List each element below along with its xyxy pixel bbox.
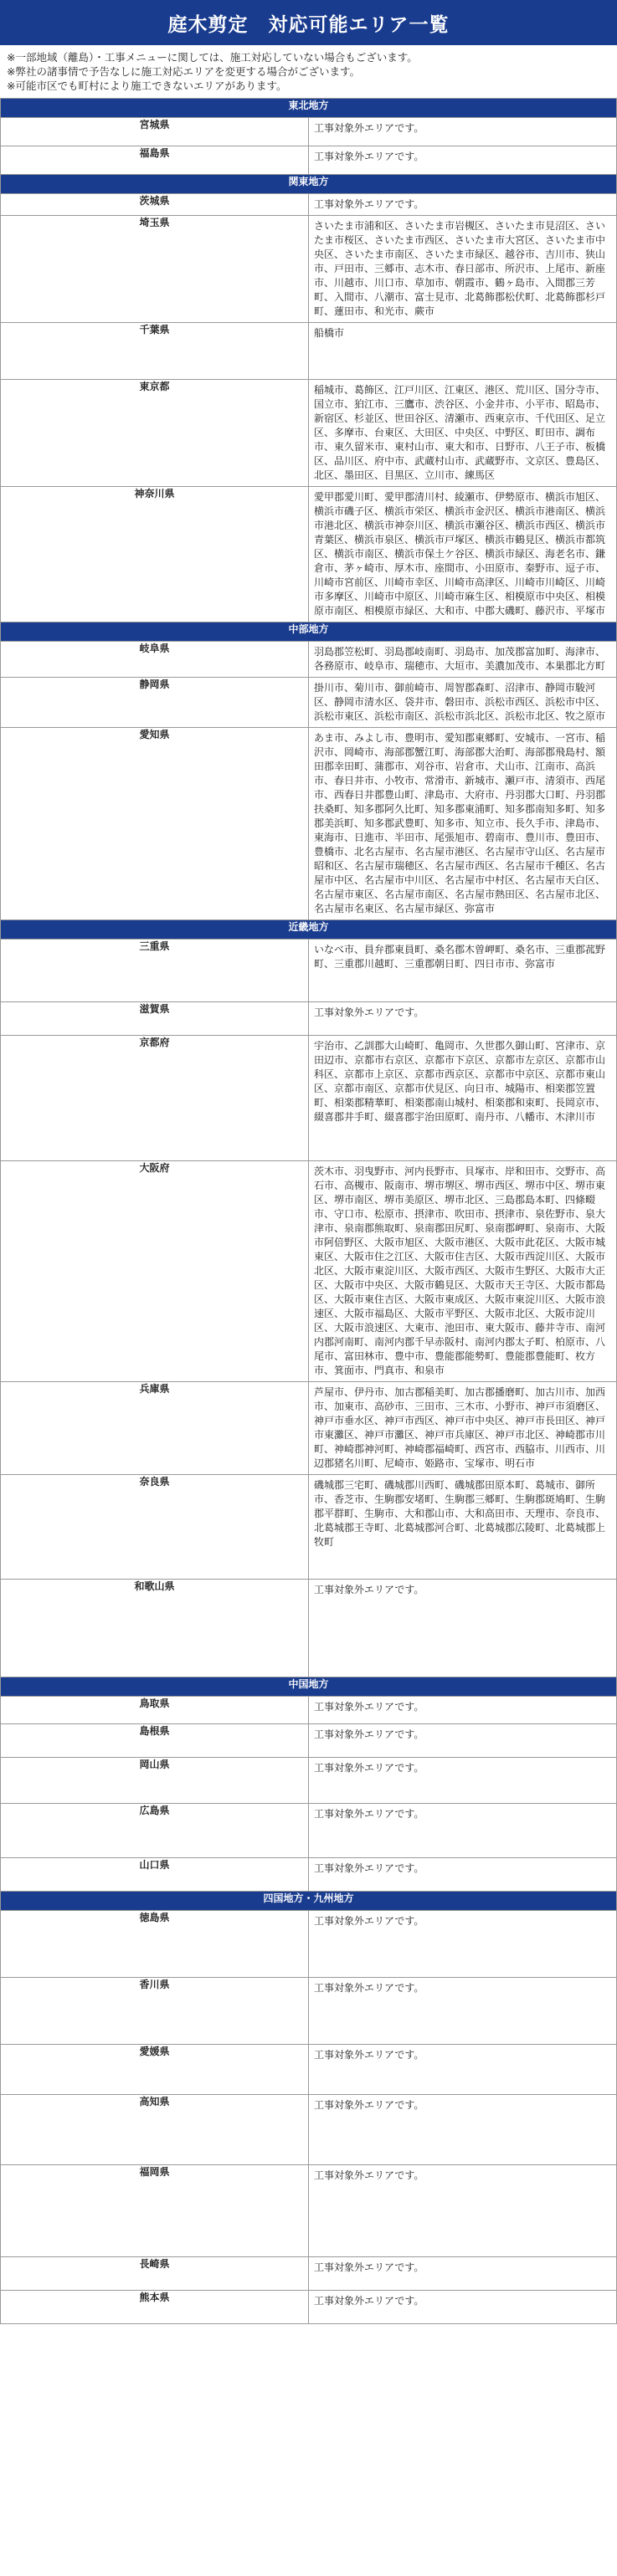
prefecture-name: 神奈川県 <box>1 487 309 622</box>
region-header: 四国地方・九州地方 <box>1 1892 617 1911</box>
prefecture-row <box>1 1724 617 1758</box>
prefecture-name: 東京都 <box>1 380 309 487</box>
prefecture-name: 宮城県 <box>1 118 309 146</box>
prefecture-row <box>1 1475 617 1580</box>
prefecture-cities: 芦屋市、伊丹市、加古郡稲美町、加古郡播磨町、加古川市、加西市、加東市、高砂市、三田市、三木市、小野市、神戸市須磨区、神戸市垂水区、神戸市西区、神戸市中央区、神戸市長田区、神戸市東灘区、神戸市灘区、神戸市兵庫区、神戸市北区、神崎郡市川町、神崎郡神河町、神崎郡福崎町、西宮市、西脇市、川西市、川辺郡猪名川町、尼崎市、姫路市、宝塚市、明石市 <box>309 1382 617 1475</box>
prefecture-row <box>1 323 617 380</box>
prefecture-cities: 工事対象外エリアです。 <box>309 146 617 175</box>
prefecture-row <box>1 2165 617 2257</box>
prefecture-cities: 工事対象外エリアです。 <box>309 2045 617 2095</box>
prefecture-row <box>1 1804 617 1858</box>
region-header: 近畿地方 <box>1 920 617 940</box>
prefecture-cities: 工事対象外エリアです。 <box>309 2095 617 2165</box>
prefecture-name: 岡山県 <box>1 1758 309 1804</box>
prefecture-cities: あま市、みよし市、豊明市、愛知郡東郷町、安城市、一宮市、稲沢市、岡崎市、海部郡蟹江町、海部郡大治町、海部郡飛島村、額田郡幸田町、蒲郡市、刈谷市、岩倉市、犬山市、江南市、高浜市、春日井市、小牧市、常滑市、新城市、瀬戸市、清須市、西尾市、西春日井郡豊山町、津島市、大府市、丹羽郡大口町、丹羽郡扶桑町、知多郡阿久比町、知多郡東浦町、知多郡南知多町、知多郡美浜町、知多郡武豊町、知多市、知立市、長久手市、津島市、東海市、日進市、半田市、尾張旭市、碧南市、豊川市、豊田市、豊橋市、北名古屋市、名古屋市港区、名古屋市守山区、名古屋市昭和区、名古屋市瑞穂区、名古屋市西区、名古屋市千種区、名古屋市中区、名古屋市中川区、名古屋市中村区、名古屋市天白区、名古屋市東区、名古屋市南区、名古屋市熱田区、名古屋市北区、名古屋市名東区、名古屋市緑区、弥富市 <box>309 728 617 920</box>
prefecture-cities: 掛川市、菊川市、御前崎市、周智郡森町、沼津市、静岡市駿河区、静岡市清水区、袋井市、磐田市、浜松市西区、浜松市中区、浜松市東区、浜松市南区、浜松市浜北区、浜松市北区、牧之原市 <box>309 678 617 728</box>
prefecture-name: 奈良県 <box>1 1475 309 1580</box>
prefecture-name: 茨城県 <box>1 194 309 216</box>
prefecture-name: 千葉県 <box>1 323 309 380</box>
prefecture-cities: 宇治市、乙訓郡大山崎町、亀岡市、久世郡久御山町、宮津市、京田辺市、京都市右京区、京都市下京区、京都市左京区、京都市山科区、京都市上京区、京都市西京区、京都市中京区、京都市東山区、京都市南区、京都市伏見区、向日市、城陽市、相楽郡笠置町、相楽郡精華町、相楽郡南山城村、相楽郡和束町、長岡京市、綴喜郡井手町、綴喜郡宇治田原町、南丹市、八幡市、木津川市 <box>309 1036 617 1161</box>
region-header-row <box>1 1677 617 1697</box>
prefecture-name: 静岡県 <box>1 678 309 728</box>
prefecture-row <box>1 2291 617 2324</box>
prefecture-name: 埼玉県 <box>1 216 309 323</box>
prefecture-row <box>1 2095 617 2165</box>
prefecture-cities: さいたま市浦和区、さいたま市岩槻区、さいたま市見沼区、さいたま市桜区、さいたま市西区、さいたま市大宮区、さいたま市中央区、さいたま市南区、さいたま市緑区、越谷市、吉川市、狭山市、戸田市、三郷市、志木市、春日部市、所沢市、上尾市、新座市、川越市、川口市、草加市、朝霞市、鶴ヶ島市、入間郡三芳町、入間市、八潮市、富士見市、北葛飾郡松伏町、北葛飾郡杉戸町、蓮田市、和光市、蕨市 <box>309 216 617 323</box>
prefecture-cities: いなべ市、員弁郡東員町、桑名郡木曽岬町、桑名市、三重郡菰野町、三重郡川越町、三重郡朝日町、四日市市、弥富市 <box>309 940 617 1002</box>
prefecture-row <box>1 1161 617 1382</box>
prefecture-cities: 工事対象外エリアです。 <box>309 2165 617 2257</box>
prefecture-row <box>1 728 617 920</box>
prefecture-row <box>1 1858 617 1892</box>
prefecture-name: 愛知県 <box>1 728 309 920</box>
prefecture-name: 大阪府 <box>1 1161 309 1382</box>
prefecture-name: 愛媛県 <box>1 2045 309 2095</box>
prefecture-cities: 羽島郡笠松町、羽島郡岐南町、羽島市、加茂郡富加町、海津市、各務原市、岐阜市、瑞穂市、大垣市、美濃加茂市、本巣郡北方町 <box>309 642 617 678</box>
prefecture-cities: 愛甲郡愛川町、愛甲郡清川村、綾瀬市、伊勢原市、横浜市旭区、横浜市磯子区、横浜市栄区、横浜市金沢区、横浜市港南区、横浜市港北区、横浜市神奈川区、横浜市瀬谷区、横浜市西区、横浜市青葉区、横浜市泉区、横浜市戸塚区、横浜市鶴見区、横浜市都筑区、横浜市南区、横浜市保土ケ谷区、横浜市緑区、海老名市、鎌倉市、茅ヶ崎市、厚木市、座間市、小田原市、秦野市、逗子市、川崎市宮前区、川崎市幸区、川崎市高津区、川崎市川崎区、川崎市多摩区、川崎市中原区、川崎市麻生区、相模原市中央区、相模原市南区、相模原市緑区、大和市、中郡大磯町、藤沢市、平塚市 <box>309 487 617 622</box>
prefecture-row <box>1 1036 617 1161</box>
prefecture-name: 滋賀県 <box>1 1002 309 1036</box>
prefecture-row <box>1 1911 617 1978</box>
prefecture-row <box>1 146 617 175</box>
prefecture-cities: 船橋市 <box>309 323 617 380</box>
prefecture-cities: 工事対象外エリアです。 <box>309 1758 617 1804</box>
prefecture-name: 福岡県 <box>1 2165 309 2257</box>
prefecture-cities: 工事対象外エリアです。 <box>309 1580 617 1677</box>
prefecture-cities: 工事対象外エリアです。 <box>309 1858 617 1892</box>
prefecture-row <box>1 380 617 487</box>
prefecture-name: 和歌山県 <box>1 1580 309 1677</box>
page-title: 庭木剪定 対応可能エリア一覧 <box>0 0 617 45</box>
prefecture-row <box>1 1382 617 1475</box>
area-table <box>0 98 617 2324</box>
prefecture-name: 広島県 <box>1 1804 309 1858</box>
region-header-row <box>1 175 617 194</box>
prefecture-row <box>1 2045 617 2095</box>
prefecture-row <box>1 940 617 1002</box>
prefecture-cities: 工事対象外エリアです。 <box>309 2291 617 2324</box>
prefecture-row <box>1 678 617 728</box>
note-line: ※可能市区でも町村により施工できないエリアがあります。 <box>7 79 287 92</box>
prefecture-row <box>1 1978 617 2045</box>
region-header-row <box>1 1892 617 1911</box>
prefecture-cities: 工事対象外エリアです。 <box>309 1978 617 2045</box>
prefecture-cities: 工事対象外エリアです。 <box>309 2257 617 2291</box>
prefecture-cities: 茨木市、羽曳野市、河内長野市、貝塚市、岸和田市、交野市、高石市、高槻市、阪南市、堺市堺区、堺市西区、堺市中区、堺市東区、堺市南区、堺市美原区、堺市北区、三島郡島本町、四條畷市、守口市、松原市、摂津市、吹田市、摂津市、泉佐野市、泉大津市、泉南郡熊取町、泉南郡田尻町、泉南郡岬町、泉南市、大阪市阿倍野区、大阪市旭区、大阪市港区、大阪市此花区、大阪市城東区、大阪市住之江区、大阪市住吉区、大阪市西淀川区、大阪市北区、大阪市東淀川区、大阪市西区、大阪市生野区、大阪市大正区、大阪市中央区、大阪市鶴見区、大阪市天王寺区、大阪市都島区、大阪市東住吉区、大阪市東成区、大阪市東淀川区、大阪市浪速区、大阪市福島区、大阪市平野区、大阪市北区、大阪市淀川区、大阪市浪速区、大東市、池田市、東大阪市、藤井寺市、南河内郡河南町、南河内郡千早赤阪村、南河内郡太子町、柏原市、八尾市、富田林市、豊中市、豊能郡能勢町、豊能郡豊能町、枚方市、箕面市、門真市、和泉市 <box>309 1161 617 1382</box>
region-header: 東北地方 <box>1 99 617 118</box>
prefecture-name: 長崎県 <box>1 2257 309 2291</box>
prefecture-name: 京都府 <box>1 1036 309 1161</box>
prefecture-row <box>1 642 617 678</box>
area-table-body <box>1 99 617 2324</box>
region-header: 関東地方 <box>1 175 617 194</box>
prefecture-name: 香川県 <box>1 1978 309 2045</box>
prefecture-cities: 工事対象外エリアです。 <box>309 1724 617 1758</box>
prefecture-cities: 磯城郡三宅町、磯城郡川西町、磯城郡田原本町、葛城市、御所市、香芝市、生駒郡安堵町、生駒郡三郷町、生駒郡斑鳩町、生駒郡平群町、生駒市、大和郡山市、大和高田市、天理市、奈良市、北葛城郡王寺町、北葛城郡河合町、北葛城郡広陵町、北葛城郡上牧町 <box>309 1475 617 1580</box>
prefecture-row <box>1 2257 617 2291</box>
prefecture-cities: 工事対象外エリアです。 <box>309 1911 617 1978</box>
region-header-row <box>1 99 617 118</box>
prefecture-row <box>1 1580 617 1677</box>
notes <box>0 45 617 98</box>
prefecture-name: 島根県 <box>1 1724 309 1758</box>
region-header: 中国地方 <box>1 1677 617 1697</box>
prefecture-cities: 稲城市、葛飾区、江戸川区、江東区、港区、荒川区、国分寺市、国立市、狛江市、三鷹市、渋谷区、小金井市、小平市、昭島市、新宿区、杉並区、世田谷区、清瀬市、西東京市、千代田区、足立区、多摩市、台東区、大田区、中央区、中野区、町田市、調布市、東久留米市、東村山市、東大和市、日野市、八王子市、板橋区、品川区、府中市、武蔵村山市、武蔵野市、文京区、豊島区、北区、墨田区、目黒区、立川市、練馬区 <box>309 380 617 487</box>
prefecture-cities: 工事対象外エリアです。 <box>309 194 617 216</box>
prefecture-name: 徳島県 <box>1 1911 309 1978</box>
prefecture-name: 熊本県 <box>1 2291 309 2324</box>
note-line: ※一部地域（離島）・工事メニューに関しては、施工対応していない場合もございます。 <box>7 51 418 64</box>
prefecture-row <box>1 487 617 622</box>
prefecture-name: 岐阜県 <box>1 642 309 678</box>
prefecture-cities: 工事対象外エリアです。 <box>309 1697 617 1724</box>
prefecture-cities: 工事対象外エリアです。 <box>309 1002 617 1036</box>
prefecture-name: 鳥取県 <box>1 1697 309 1724</box>
prefecture-name: 福島県 <box>1 146 309 175</box>
prefecture-row <box>1 1002 617 1036</box>
prefecture-row <box>1 194 617 216</box>
prefecture-name: 山口県 <box>1 1858 309 1892</box>
prefecture-name: 高知県 <box>1 2095 309 2165</box>
prefecture-name: 兵庫県 <box>1 1382 309 1475</box>
region-header-row <box>1 622 617 642</box>
prefecture-row <box>1 216 617 323</box>
region-header: 中部地方 <box>1 622 617 642</box>
prefecture-row <box>1 1697 617 1724</box>
note-line: ※弊社の諸事情で予告なしに施工対応エリアを変更する場合がございます。 <box>7 65 360 78</box>
prefecture-row <box>1 1758 617 1804</box>
prefecture-cities: 工事対象外エリアです。 <box>309 1804 617 1858</box>
prefecture-cities: 工事対象外エリアです。 <box>309 118 617 146</box>
prefecture-row <box>1 118 617 146</box>
prefecture-name: 三重県 <box>1 940 309 1002</box>
region-header-row <box>1 920 617 940</box>
